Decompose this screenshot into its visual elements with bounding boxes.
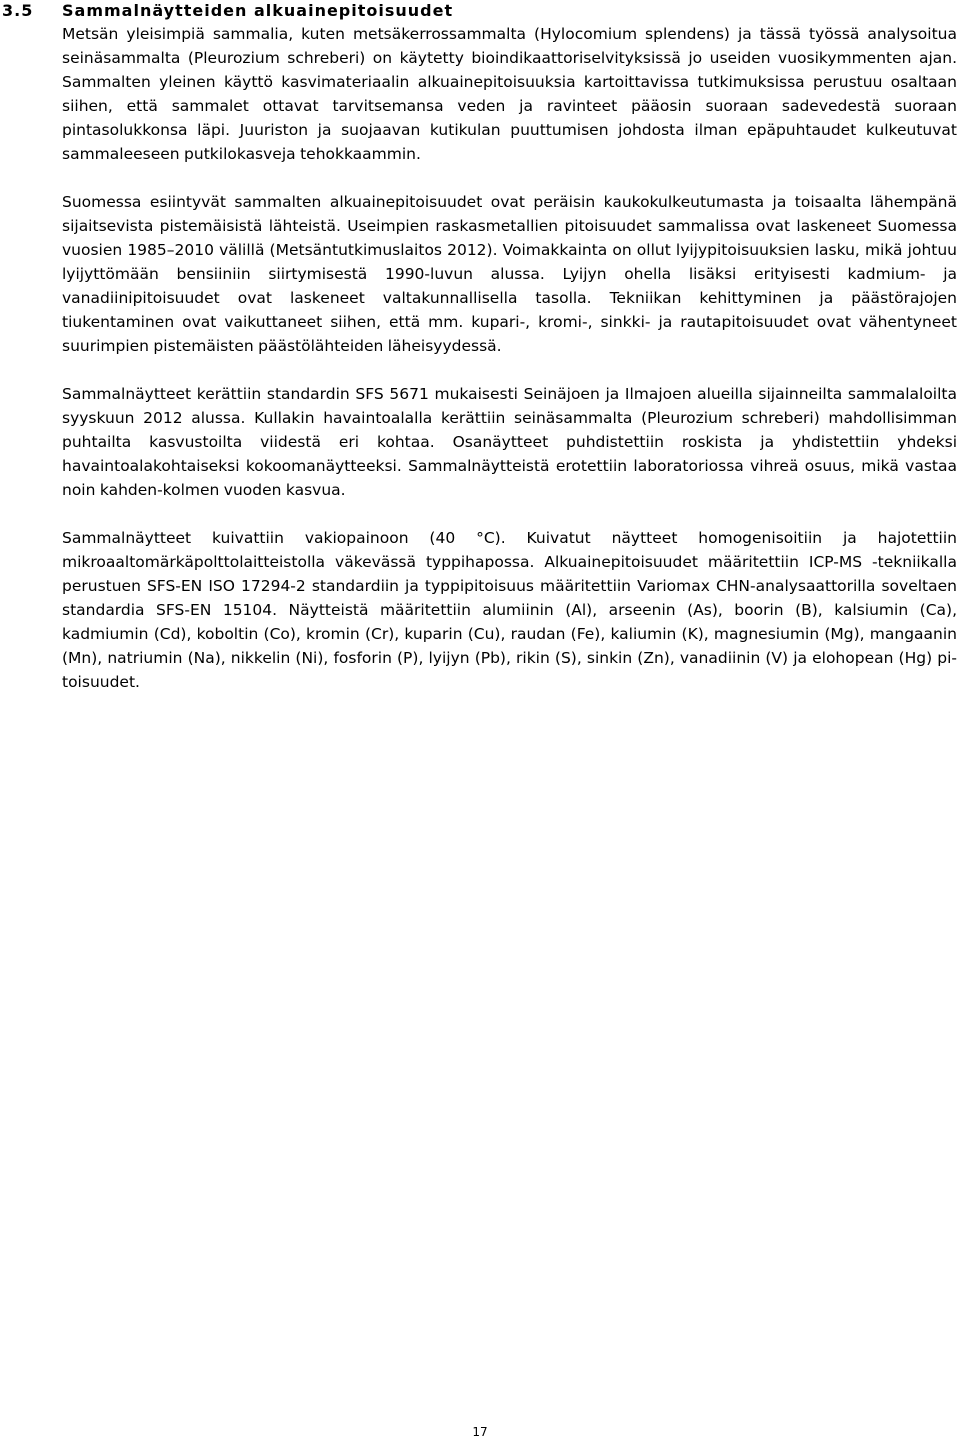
section-heading — [0, 0, 960, 22]
paragraph-moss-bioindicators: Metsän yleisimpiä sammalia, kuten metsäkerrossammalta (Hylocomium splendens) ja tässä työssä analysoitua seinäsammalta (Pleurozium schreberi) on käytetty bioindikaattoriselvityksissä jo useiden vuosikymmenten ajan. Sammalten yleinen käyttö kasvimateriaalin alkuainepitoisuuksia kartoittavissa tutkimuksissa perustuu osaltaan siihen, että sammalet ottavat tarvitsemansa veden ja ravinteet pääosin suoraan sadevedestä suoraan pintasolukkonsa läpi. Juuriston ja suojaavan kutikulan puuttumisen johdosta ilman epäpuhtaudet kulkeutuvat sammaleeseen putkilokasveja tehokkaammin. — [62, 25, 957, 163]
paragraph-element-trends: Suomessa esiintyvät sammalten alkuainepitoisuudet ovat peräisin kaukokulkeutumasta ja toisaalta lähempänä sijaitsevista pistemäisistä lähteistä. Useimpien raskasmetallien pitoisuudet sammalissa ovat laskeneet Suomessa vuosien 1985–2010 välillä (Metsäntutkimuslaitos 2012). Voimakkainta on ollut lyijypitoisuuksien lasku, mikä johtuu lyijyttömään bensiiniin siirtymisestä 1990-luvun alussa. Lyijyn ohella lisäksi erityisesti kadmium- ja vanadiinipitoisuudet ovat laskeneet valtakunnallisella tasolla. Tekniikan kehittyminen ja päästörajojen tiukentaminen ovat vaikuttaneet siihen, että mm. kupari-, kromi-, sinkki- ja rautapitoisuudet ovat vähentyneet suurimpien pistemäisten päästölähteiden läheisyydessä. — [62, 193, 957, 355]
page-number: 17 — [472, 1425, 488, 1439]
paragraph-sample-analysis: Sammalnäytteet kuivattiin vakiopainoon (40 °C). Kuivatut näytteet homogenisoitiin ja hajotettiin mikroaaltomärkäpolttolaitteistolla väkevässä typpihapossa. Alkuainepitoisuudet määritettiin ICP-MS -tekniikalla perustuen SFS-EN ISO 17294-2 standardiin ja typpipitoisuus määritettiin Variomax CHN-analysaattorilla soveltaen standardia SFS-EN 15104. Näytteistä määritettiin alumiinin (Al), arseenin (As), boorin (B), kalsiumin (Ca), kadmiumin (Cd), koboltin (Co), kromin (Cr), kuparin (Cu), raudan (Fe), kaliumin (K), magnesiumin (Mg), mangaanin (Mn), natriumin (Na), nikkelin (Ni), fosforin (P), lyijyn (Pb), rikin (S), sinkin (Zn), vanadiinin (V) ja elohopean (Hg) pitoisuudet. — [62, 529, 957, 691]
section-title: Sammalnäytteiden alkuainepitoisuudet — [62, 1, 454, 20]
section-number: 3.5 — [2, 1, 34, 20]
body-text — [62, 22, 957, 694]
paragraph-sample-collection: Sammalnäytteet kerättiin standardin SFS 5671 mukaisesti Seinäjoen ja Ilmajoen alueilla sijainneilta sammalaloilta syyskuun 2012 alussa. Kullakin havaintoalalla kerättiin seinäsammalta (Pleurozium schreberi) mahdollisimman puhtailta kasvustoilta viidestä eri kohtaa. Osanäytteet puhdistettiin roskista ja yhdistettiin yhdeksi havaintoalakohtaiseksi kokoomanäytteeksi. Sammalnäytteistä erotettiin laboratoriossa vihreä osuus, mikä vastaa noin kahden-kolmen vuoden kasvua. — [62, 385, 957, 499]
